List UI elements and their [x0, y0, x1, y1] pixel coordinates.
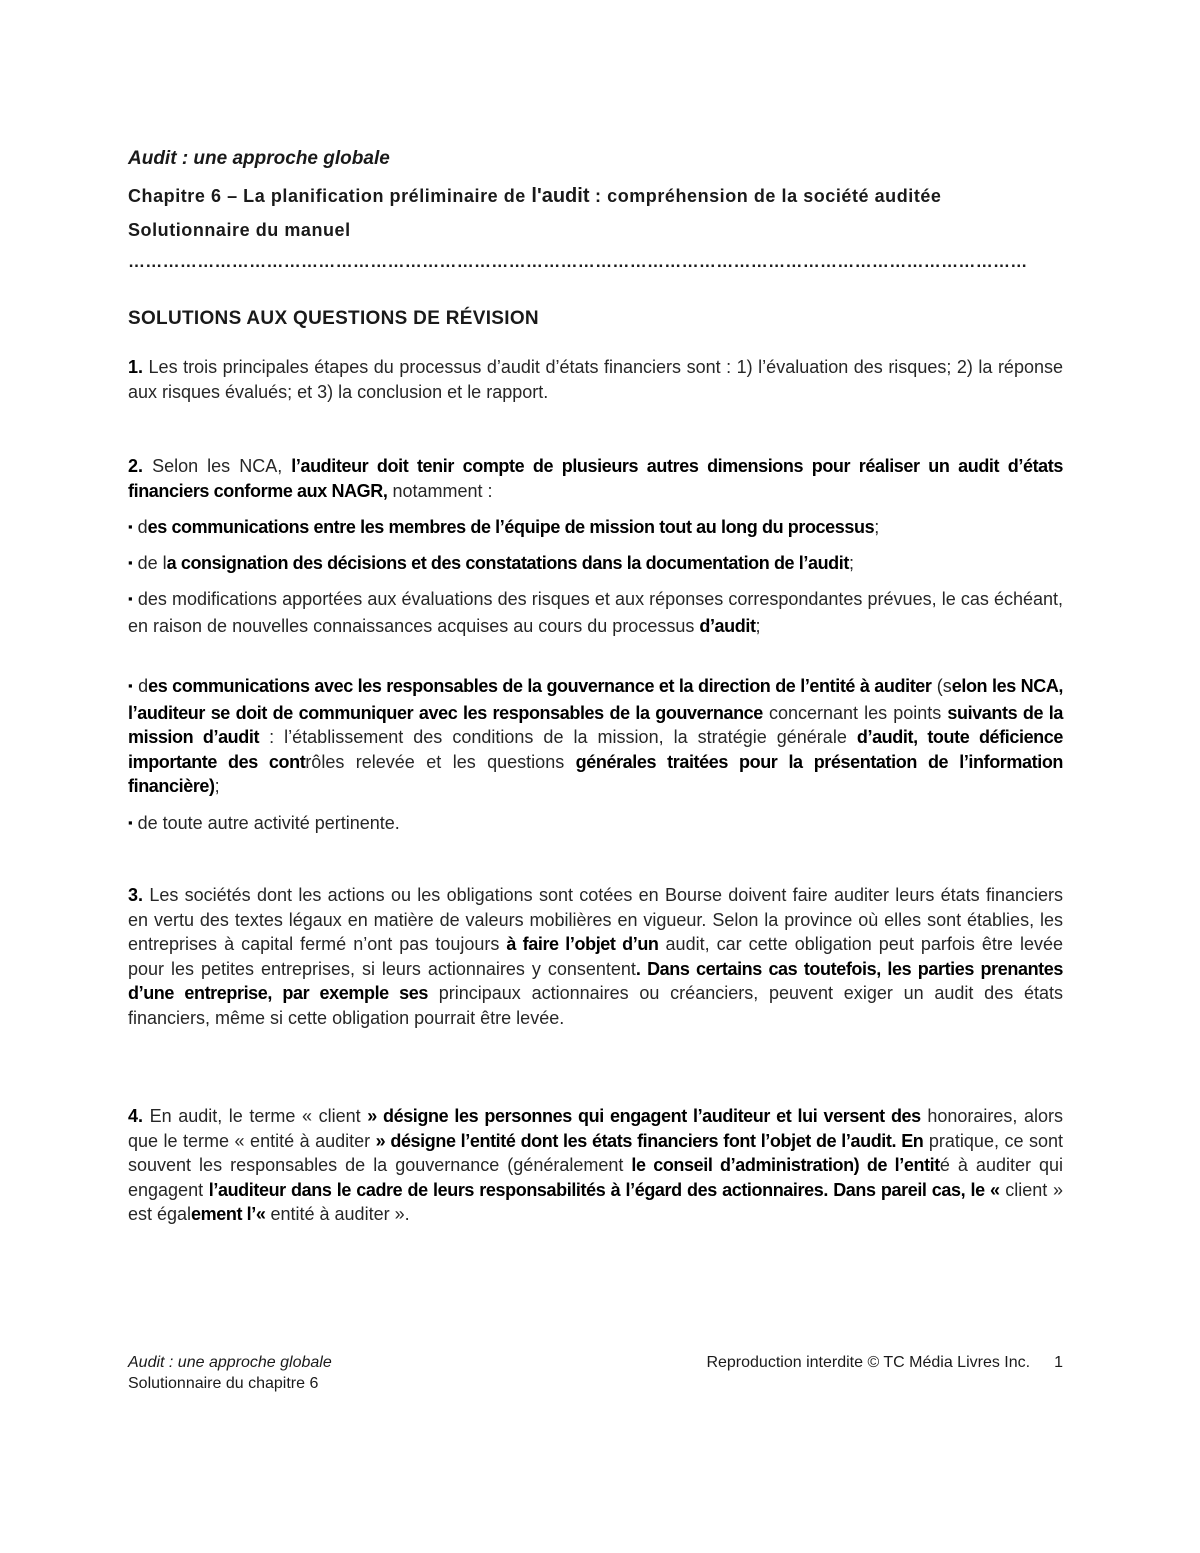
- answer-2-bullet-1: ▪ des communications entre les membres de l’équipe de mission tout au long du processus;: [128, 517, 880, 537]
- bullet-icon: ▪: [128, 555, 133, 570]
- footer-chapter: Solutionnaire du chapitre 6: [128, 1375, 319, 1392]
- footer-book-title: Audit : une approche globale: [128, 1354, 332, 1371]
- page-number: 1: [1054, 1354, 1063, 1371]
- footer-copyright: Reproduction interdite © TC Média Livres Inc.: [706, 1354, 1031, 1371]
- dotted-separator: …………………………………………………………………………………………………………………………………………: [128, 252, 1028, 271]
- answer-3: 3. Les sociétés dont les actions ou les obligations sont cotées en Bourse doivent faire auditer leurs états financiers en vertu des textes légaux en matière de valeurs mobilières en vigueur. Selon la province où elles sont établies, les entreprises à capital fermé n’ont pas toujours à faire l’objet d’un audit, car cette obligation peut parfois être levée pour les petites entreprises, si leurs actionnaires y consentent. Dans certains cas toutefois, les parties prenantes d’une entreprise, par exemple ses principaux actionnaires ou créanciers, peuvent exiger un audit des états financiers, même si cette obligation pourrait être levée.: [128, 885, 1063, 1028]
- bullet-icon: ▪: [128, 519, 133, 534]
- bullet-icon: ▪: [128, 678, 133, 693]
- answer-2-bullet-2: ▪ de la consignation des décisions et des constatations dans la documentation de l’audit;: [128, 553, 854, 573]
- page-footer: [128, 1352, 1063, 1394]
- answer-2-bullet-4: ▪ des communications avec les responsables de la gouvernance et la direction de l’entité à auditer (selon les NCA, l’auditeur se doit de communiquer avec les responsables de la gouvernance concernant les points suivants de la mission d’audit : l’établissement des conditions de la mission, la stratégie générale d’audit, toute déficience importante des contrôles relevée et les questions générales traitées pour la présentation de l’information financière);: [128, 676, 1064, 797]
- answer-2-bullet-5: ▪ de toute autre activité pertinente.: [128, 813, 400, 833]
- answer-2-bullet-3: ▪ des modifications apportées aux évaluations des risques et aux réponses correspondantes prévues, le cas échéant, en raison de nouvelles connaissances acquises au cours du processus d’audit;: [128, 589, 1064, 636]
- section-title: SOLUTIONS AUX QUESTIONS DE RÉVISION: [128, 308, 539, 329]
- chapter-title: Chapitre 6 – La planification préliminaire de l'audit : compréhension de la société auditée: [128, 185, 942, 207]
- document-subtitle: Solutionnaire du manuel: [128, 220, 351, 240]
- bullet-icon: ▪: [128, 591, 133, 606]
- answer-1: 1. Les trois principales étapes du processus d’audit d’états financiers sont : 1) l’évaluation des risques; 2) la réponse aux risques évalués; et 3) la conclusion et le rapport.: [128, 357, 1063, 402]
- answer-4: 4. En audit, le terme « client » désigne les personnes qui engagent l’auditeur et lui versent des honoraires, alors que le terme « entité à auditer » désigne l’entité dont les états financiers font l’objet de l’audit. En pratique, ce sont souvent les responsables de la gouvernance (généralement le conseil d’administration) de l’entité à auditer qui engagent l’auditeur dans le cadre de leurs responsabilités à l’égard des actionnaires. Dans pareil cas, le « client » est également l’« entité à auditer ».: [128, 1106, 1064, 1225]
- bullet-icon: ▪: [128, 815, 133, 830]
- footer-copyright-block: [706, 1352, 1063, 1373]
- document-header: [128, 147, 1068, 274]
- document-title: Audit : une approche globale: [128, 148, 390, 169]
- answer-2-intro: 2. Selon les NCA, l’auditeur doit tenir compte de plusieurs autres dimensions pour réaliser un audit d’états financiers conforme aux NAGR, notamment :: [128, 456, 1063, 501]
